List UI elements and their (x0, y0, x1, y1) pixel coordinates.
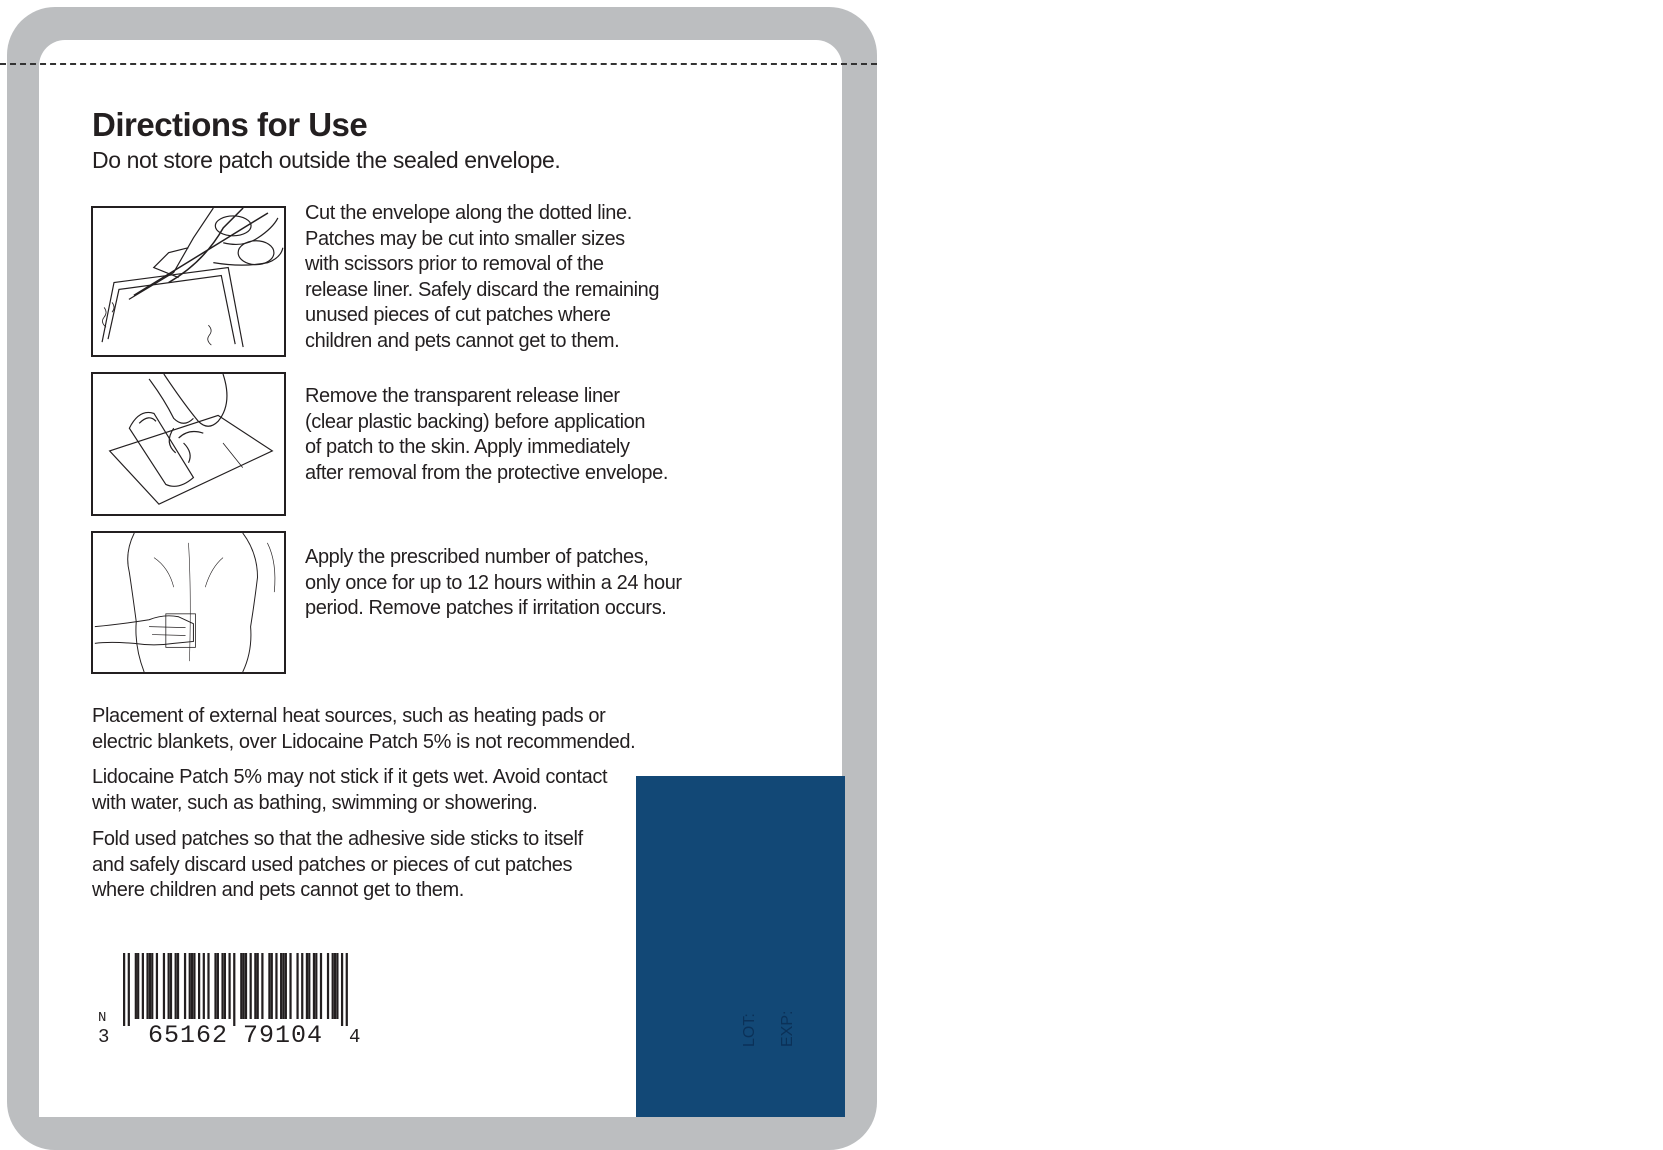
step-1-text: Cut the envelope along the dotted line. Patches may be cut into smaller sizes with scissors prior to removal of the release liner. Safely discard the remaining unused pieces of cut patches where children and pets cannot get to them. (305, 202, 660, 352)
exp-label: EXP: (779, 1010, 796, 1047)
barcode-bar (285, 953, 287, 1019)
barcode-bar (184, 953, 186, 1019)
barcode-bar (137, 953, 139, 1019)
barcode-bar (268, 953, 270, 1019)
barcode-bar (245, 953, 247, 1019)
barcode-bar (308, 953, 310, 1019)
barcode-bar (168, 953, 170, 1019)
barcode-bar (163, 953, 165, 1019)
barcode-check-digit: 4 (349, 1026, 361, 1048)
barcode-bar (341, 953, 343, 1026)
scissors-illustration (91, 206, 286, 357)
barcode-bar (151, 953, 153, 1019)
barcode-bar (221, 953, 223, 1019)
barcode-bar (135, 953, 137, 1019)
barcode-bar (214, 953, 216, 1019)
barcode (123, 953, 348, 1026)
barcode-right-group: 79104 (243, 1021, 324, 1050)
storage-warning: Do not store patch outside the sealed envelope. (92, 147, 561, 173)
step-2-text: Remove the transparent release liner (clear plastic backing) before application of patch to the skin. Apply immediately after removal from the protective envelope. (305, 385, 668, 484)
barcode-bar (189, 953, 191, 1019)
heat-source-warning: Placement of external heat sources, such as heating pads or electric blankets, over Lidocaine Patch 5% is not recommended. (92, 705, 636, 753)
barcode-bar (336, 953, 338, 1019)
barcode-bar (191, 953, 193, 1019)
barcode-bar (243, 953, 245, 1019)
barcode-bar (156, 953, 158, 1019)
barcode-bar (306, 953, 308, 1019)
barcode-bar (240, 953, 242, 1019)
back-application-illustration (91, 531, 286, 674)
barcode-bar (228, 953, 230, 1019)
barcode-bar (271, 953, 273, 1019)
barcode-bar (207, 953, 209, 1019)
step-3-text: Apply the prescribed number of patches, only once for up to 12 hours within a 24 hour period. Remove patches if irritation occurs. (305, 546, 682, 619)
cut-line (0, 63, 877, 65)
barcode-bar (346, 953, 348, 1026)
barcode-bar (257, 953, 259, 1019)
barcode-bar (301, 953, 303, 1019)
barcode-bar (198, 953, 200, 1019)
barcode-bar (261, 953, 263, 1019)
barcode-bar (275, 953, 277, 1019)
barcode-bar (233, 953, 235, 1026)
disposal-instructions: Fold used patches so that the adhesive side sticks to itself and safely discard used patches or pieces of cut patches where children and pets cannot get to them. (92, 828, 583, 901)
barcode-bar (193, 953, 195, 1019)
barcode-bar (170, 953, 172, 1019)
barcode-bar (334, 953, 336, 1019)
barcode-bar (250, 953, 252, 1019)
barcode-bar (224, 953, 226, 1019)
lot-label: LOT: (741, 1013, 758, 1047)
barcode-bar (315, 953, 317, 1019)
barcode-bar (175, 953, 177, 1019)
barcode-bar (149, 953, 151, 1019)
barcode-bar (254, 953, 256, 1019)
barcode-bar (332, 953, 334, 1019)
barcode-bar (177, 953, 179, 1019)
barcode-bar (217, 953, 219, 1019)
barcode-bar (313, 953, 315, 1019)
barcode-bar (123, 953, 125, 1026)
barcode-bar (280, 953, 282, 1019)
barcode-left-group: 65162 (148, 1021, 229, 1050)
barcode-bar (320, 953, 322, 1019)
barcode-bar (203, 953, 205, 1019)
barcode-first-digit: 3 (98, 1026, 110, 1048)
barcode-bar (282, 953, 284, 1019)
peel-liner-illustration (91, 372, 286, 516)
barcode-bar (296, 953, 298, 1019)
barcode-bar (289, 953, 291, 1019)
barcode-bar (142, 953, 144, 1019)
barcode-bar (327, 953, 329, 1019)
barcode-bar (128, 953, 130, 1026)
page-title: Directions for Use (92, 106, 368, 143)
barcode-prefix-letter: N (98, 1010, 107, 1026)
water-warning: Lidocaine Patch 5% may not stick if it gets wet. Avoid contact with water, such as bathing, swimming or showering. (92, 766, 608, 814)
lot-exp-panel (636, 776, 845, 1117)
barcode-bar (146, 953, 148, 1019)
